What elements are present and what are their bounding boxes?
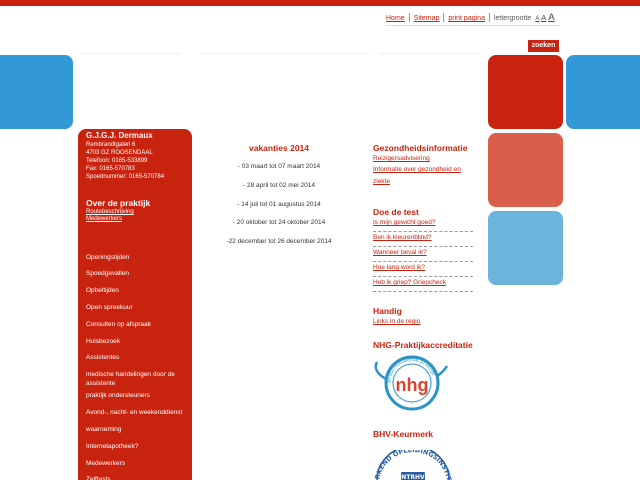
emergency-number: Spoednummer: 0165-570784 [86,174,165,180]
test-colorblind-link[interactable]: Ben ik kleurenblind? [373,234,432,241]
search-button[interactable]: zoeken [528,40,559,52]
nhg-heading: NHG-Praktijkaccreditatie [373,340,473,350]
dotted-divider [373,261,473,262]
sidebar-item-huisbezoek[interactable]: Huisbezoek [86,338,120,345]
practice-address [86,141,164,181]
top-divider [385,25,560,26]
home-link[interactable]: Home [386,15,405,22]
vacation-title: vakanties 2014 [248,143,310,153]
address-street: Rembrandtgaleri 6 [86,142,136,148]
test-flu-link[interactable]: Heb ik griep? Griepcheck [373,279,446,286]
health-info-link[interactable]: Informatie over gezondheid en [373,166,461,173]
decor-block-light-blue [488,211,563,285]
svg-text:geaccrediteerde praktijk: geaccrediteerde praktijk [385,356,437,384]
sidebar-item-praktijk-ondersteuners[interactable]: praktijk ondersteuners [86,392,150,399]
vacation-period: - 14 juli tot 01 augustus 2014 [237,201,321,208]
vacation-period: - 03 maart tot 07 maart 2014 [237,163,321,170]
textsize-label: lettergrootte [493,15,532,22]
fax-number: Fax: 0165-570783 [86,166,135,172]
sitemap-link[interactable]: Sitemap [413,15,440,22]
sidebar-item-consulten[interactable]: Consulten op afspraak [86,321,152,328]
sidebar-item-internetapotheek[interactable]: Internetapotheek? [86,443,139,450]
sidebar-item-medische-handelingen[interactable]: medische handelingen door de [86,371,175,378]
nhg-seal-icon [373,350,451,412]
decor-block-blue-left [0,55,73,129]
sidebar-item-zelftests[interactable]: Zelftests [86,476,111,480]
bhv-seal[interactable] [373,450,453,480]
divider [200,53,370,54]
vacation-period: - 20 oktober tot 24 oktober 2014 [232,219,326,226]
travel-advice-link[interactable]: Reizigersadvisering [373,155,430,162]
sidebar-item-avond-nacht-weekend[interactable]: Avond-, nacht- en weekenddienst [86,409,183,416]
dotted-divider [373,246,473,247]
about-practice-links [86,209,134,223]
sidebar-item-medewerkers[interactable]: Medewerkers [86,460,126,467]
sidebar-item-medische-handelingen-2[interactable]: assistente [86,380,116,387]
dotted-divider [373,291,473,292]
test-lifespan-link[interactable]: Hoe lang word ik? [373,264,426,271]
practice-name: G.J.G.J. Dermaux [86,131,153,140]
dotted-divider [373,276,473,277]
svg-text:ERKEND OPLEIDINGSINSTITUUT: RKEND OPLEIDINGSINSTIT [373,450,453,480]
test-delivery-link[interactable]: Wanneer beval ik? [373,249,427,256]
decor-block-red [488,55,563,129]
staff-link[interactable]: Medewerkers [86,216,123,222]
decor-block-salmon [488,133,563,207]
svg-text:nhg: nhg [395,375,429,395]
nhg-logo[interactable] [373,350,451,417]
sidebar-item-waarneming[interactable]: waarneming [86,426,122,433]
health-info-link-continued[interactable]: ziekte [373,178,390,185]
dotted-divider [373,231,473,232]
handy-heading: Handig [373,306,402,316]
sidebar-item-spoedgevallen[interactable]: Spoedgevallen [86,270,130,277]
bhv-heading: BHV-Keurmerk [373,429,433,439]
about-practice-heading[interactable]: Over de praktijk [86,198,151,208]
divider [380,53,480,54]
sidebar-item-opbeltijden[interactable]: Opbeltijden [86,287,119,294]
divider [80,53,180,54]
test-weight-link[interactable]: Is mijn gewicht goed? [373,219,436,226]
vacation-period: - 28 april tot 02 mei 2014 [243,182,315,189]
top-bar [0,0,640,6]
test-heading: Doe de test [373,207,419,217]
sidebar-item-assistentes[interactable]: Assistentes [86,354,120,361]
route-link[interactable]: Routebeschrijving [86,209,134,215]
bhv-seal-icon [373,450,453,480]
address-city: 4703 GZ ROOSENDAAL [86,150,153,156]
svg-text:NTRHV: NTRHV [401,474,425,480]
top-navigation [382,12,555,23]
textsize-medium-button[interactable]: A [541,13,547,22]
sidebar-item-open-spreekuur[interactable]: Open spreekuur [86,304,133,311]
regional-links-link[interactable]: Links in de regio [373,318,421,325]
vacation-period: -22 december tot 26 december 2014 [226,238,332,245]
sidebar [78,129,192,480]
health-info-heading: Gezondheidsinformatie [373,143,468,153]
decor-block-blue-right [566,55,640,129]
phone-number: Telefoon: 0165-533899 [86,158,148,164]
textsize-small-button[interactable]: A [535,16,540,22]
sidebar-item-openingstijden[interactable]: Openingstijden [86,254,130,261]
print-page-link[interactable]: print pagina [448,15,485,22]
textsize-large-button[interactable]: A [548,12,555,23]
